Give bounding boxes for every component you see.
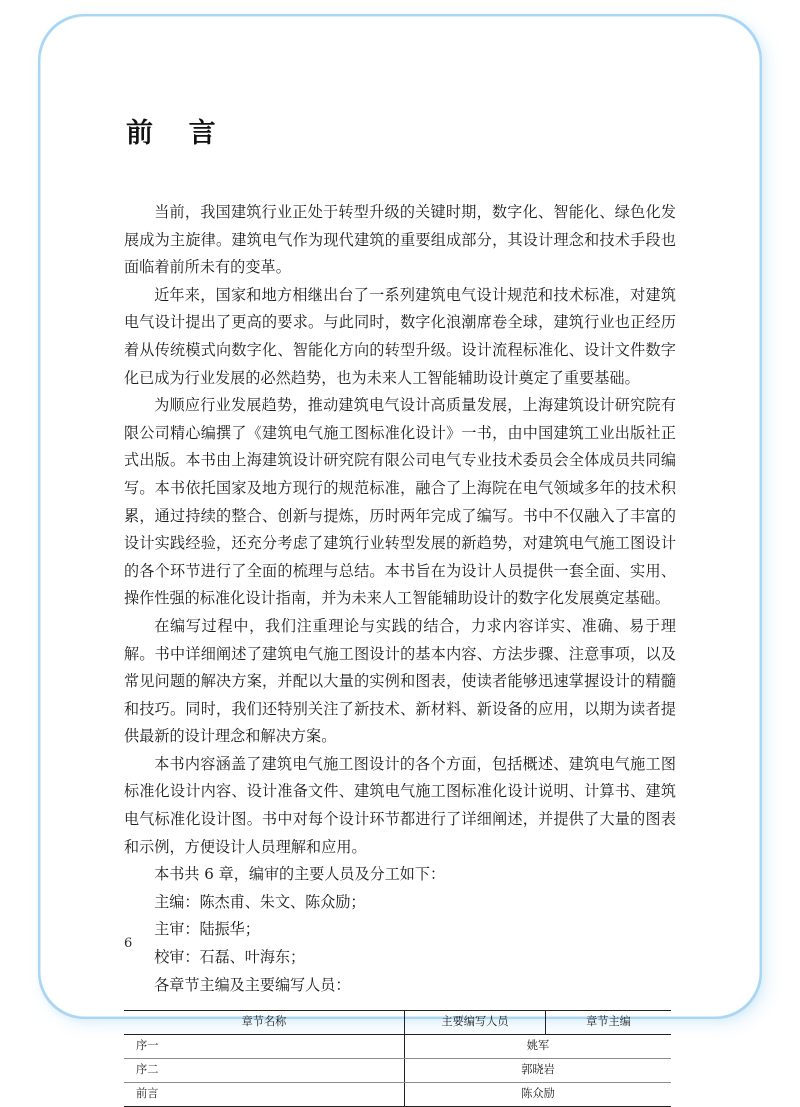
table-cell-chapter-name: 序一 xyxy=(124,1035,405,1059)
preface-body xyxy=(124,199,676,861)
table-header-row xyxy=(124,1011,671,1035)
credit-line-proofreaders: 校审：石磊、叶海东； xyxy=(154,948,306,967)
paragraph: 近年来，国家和地方相继出台了一系列建筑电气设计规范和技术标准，对建筑电气设计提出了更高的要求。与此同时，数字化浪潮席卷全球，建筑行业也正经历着从传统模式向数字化、智能化方向的转型升级。设计流程标准化、设计文件数字化已成为行业发展的必然趋势，也为未来人工智能辅助设计奠定了重要基础。 xyxy=(124,285,676,387)
credit-line-chief-editors: 主编：陈杰甫、朱文、陈众励； xyxy=(154,892,366,911)
page-title: 前 言 xyxy=(126,118,220,149)
table-cell-person: 陈众励 xyxy=(405,1083,672,1107)
table-cell-person: 姚军 xyxy=(405,1035,672,1059)
table-header-main-writers: 主要编写人员 xyxy=(405,1011,546,1035)
table-header-chapter-name: 章节名称 xyxy=(124,1011,405,1035)
paragraph: 在编写过程中，我们注重理论与实践的结合，力求内容详实、准确、易于理解。书中详细阐述了建筑电气施工图设计的基本内容、方法步骤、注意事项，以及常见问题的解决方案，并配以大量的实例和图表，使读者能够迅速掌握设计的精髓和技巧。同时，我们还特别关注了新技术、新材料、新设备的应用，以期为读者提供最新的设计理念和解决方案。 xyxy=(124,616,676,746)
table-cell-chapter-name: 序二 xyxy=(124,1059,405,1083)
chapter-contributors-table xyxy=(124,1010,671,1107)
credits-block xyxy=(124,861,676,999)
paragraph: 为顺应行业发展趋势，推动建筑电气设计高质量发展，上海建筑设计研究院有限公司精心编撰了《建筑电气施工图标准化设计》一书，由中国建筑工业出版社正式出版。本书由上海建筑设计研究院有限公司电气专业技术委员会全体成员共同编写。本书依托国家及地方现行的规范标准，融合了上海院在电气领域多年的技术积累，通过持续的整合、创新与提炼，历时两年完成了编写。书中不仅融入了丰富的设计实践经验，还充分考虑了建筑行业转型发展的新趋势，对建筑电气施工图设计的各个环节进行了全面的梳理与总结。本书旨在为设计人员提供一套全面、实用、操作性强的标准化设计指南，并为未来人工智能辅助设计的数字化发展奠定基础。 xyxy=(124,396,676,608)
table-body xyxy=(124,1035,671,1107)
credit-line-chief-reviewer: 主审：陆振华； xyxy=(154,920,260,939)
table-header-chapter-editor: 章节主编 xyxy=(546,1011,672,1035)
table-cell-person: 郭晓岩 xyxy=(405,1059,672,1083)
table-row xyxy=(124,1083,671,1107)
paragraph: 本书内容涵盖了建筑电气施工图设计的各个方面，包括概述、建筑电气施工图标准化设计内容、设计准备文件、建筑电气施工图标准化设计说明、计算书、建筑电气标准化设计图。书中对每个设计环节都进行了详细阐述，并提供了大量的图表和示例，方便设计人员理解和应用。 xyxy=(124,754,676,856)
table-row xyxy=(124,1035,671,1059)
table-head xyxy=(124,1011,671,1035)
paragraph: 当前，我国建筑行业正处于转型升级的关键时期，数字化、智能化、绿色化发展成为主旋律。建筑电气作为现代建筑的重要组成部分，其设计理念和技术手段也面临着前所未有的变革。 xyxy=(124,203,676,277)
page-content xyxy=(124,118,676,1101)
page-number: 6 xyxy=(124,936,133,951)
table-cell-chapter-name: 前言 xyxy=(124,1083,405,1107)
credit-line-chapters: 本书共 6 章，编审的主要人员及分工如下： xyxy=(154,865,446,884)
credit-line-section-editors: 各章节主编及主要编写人员： xyxy=(154,975,351,994)
table-row xyxy=(124,1059,671,1083)
